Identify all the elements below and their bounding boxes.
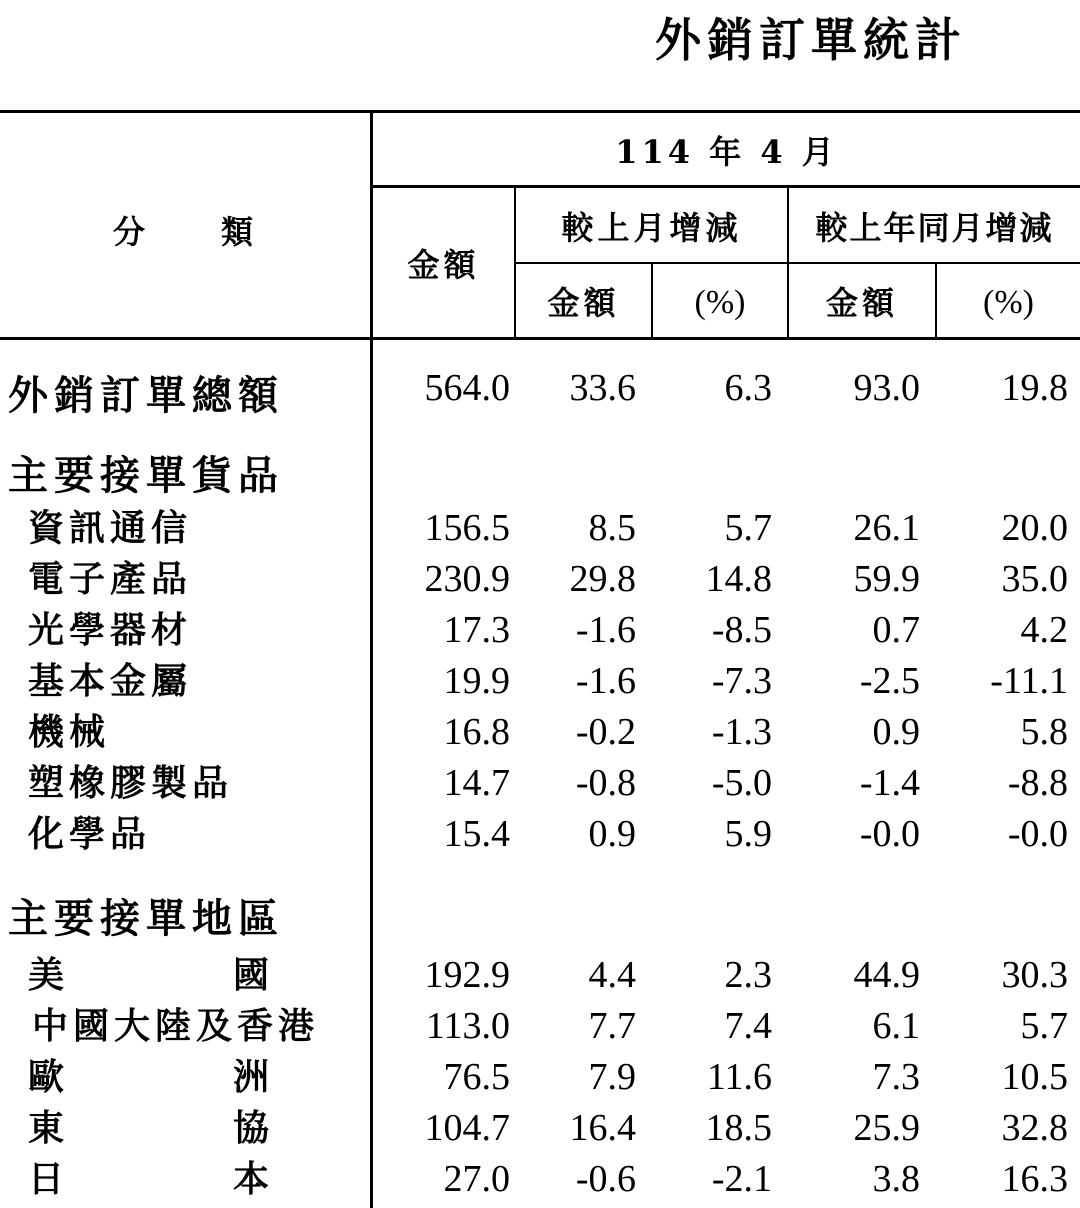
cell-yoy-pct: 5.7 xyxy=(1020,1005,1068,1047)
total-yoy-pct: 19.8 xyxy=(1001,367,1068,409)
cell-mom-amount: 8.5 xyxy=(588,507,636,549)
row-label: 基本金屬 xyxy=(28,660,193,702)
cell-yoy-amount: -2.5 xyxy=(859,660,920,702)
cell-yoy-pct: 16.3 xyxy=(1001,1158,1068,1200)
cell-mom-amount: -0.6 xyxy=(575,1158,636,1200)
cell-amount: 17.3 xyxy=(443,609,510,651)
cell-yoy-pct: 30.3 xyxy=(1001,954,1068,996)
change-rule xyxy=(515,262,1080,264)
cell-mom-pct: 18.5 xyxy=(705,1107,772,1149)
cell-mom-amount: 29.8 xyxy=(569,558,636,600)
table-row xyxy=(0,709,1080,755)
header-period: 114 年 4 月 xyxy=(615,133,838,171)
cell-yoy-amount: 0.7 xyxy=(872,609,920,651)
cell-yoy-pct: 5.8 xyxy=(1020,711,1068,753)
row-label-part: 美 xyxy=(28,954,70,996)
header-yoy-pct: (%) xyxy=(983,284,1034,321)
cell-mom-amount: 4.4 xyxy=(588,954,636,996)
header-yoy: 較上年同月增減 xyxy=(815,209,1054,247)
header-mom-pct: (%) xyxy=(694,284,746,321)
total-yoy-amount: 93.0 xyxy=(853,367,920,409)
cell-mom-amount: -0.2 xyxy=(575,711,636,753)
regions-heading: 主要接單地區 xyxy=(8,895,284,942)
cell-mom-pct: 2.3 xyxy=(724,954,772,996)
row-label: 電子產品 xyxy=(28,558,193,600)
total-mom-pct: 6.3 xyxy=(724,367,772,409)
table-row xyxy=(0,556,1080,602)
cell-yoy-amount: 3.8 xyxy=(872,1158,920,1200)
cell-mom-amount: -1.6 xyxy=(575,609,636,651)
cell-yoy-amount: -1.4 xyxy=(859,762,920,804)
period-rule xyxy=(372,185,1080,188)
regions-heading-row xyxy=(0,896,1080,942)
header-mom-amount: 金額 xyxy=(547,284,620,322)
cell-mom-pct: -7.3 xyxy=(711,660,772,702)
table-row xyxy=(0,1054,1080,1100)
table-row xyxy=(0,607,1080,653)
cell-amount: 156.5 xyxy=(424,507,510,549)
cell-yoy-pct: 32.8 xyxy=(1001,1107,1068,1149)
cell-mom-pct: -1.3 xyxy=(711,711,772,753)
table-row xyxy=(0,952,1080,998)
cell-yoy-amount: 25.9 xyxy=(853,1107,920,1149)
cell-mom-amount: 7.7 xyxy=(588,1005,636,1047)
row-label-part: 東 xyxy=(28,1107,70,1149)
cell-mom-amount: -0.8 xyxy=(575,762,636,804)
row-label: 中國大陸及香港 xyxy=(32,1005,320,1047)
cell-mom-pct: 11.6 xyxy=(706,1056,772,1098)
cell-yoy-pct: 10.5 xyxy=(1001,1056,1068,1098)
cell-mom-pct: -2.1 xyxy=(711,1158,772,1200)
cell-amount: 14.7 xyxy=(443,762,510,804)
table-row xyxy=(0,1003,1080,1049)
table-row xyxy=(0,505,1080,551)
cell-amount: 104.7 xyxy=(424,1107,510,1149)
cell-amount: 76.5 xyxy=(443,1056,510,1098)
cell-mom-pct: 7.4 xyxy=(724,1005,772,1047)
total-mom-amount: 33.6 xyxy=(569,367,636,409)
table-row xyxy=(0,760,1080,806)
row-label-part: 日 xyxy=(28,1158,70,1200)
total-label: 外銷訂單總額 xyxy=(8,372,284,419)
cell-yoy-amount: 59.9 xyxy=(853,558,920,600)
cell-yoy-pct: 35.0 xyxy=(1001,558,1068,600)
header-bottom-rule xyxy=(0,337,1080,340)
row-label: 光學器材 xyxy=(28,609,193,651)
cell-yoy-pct: -8.8 xyxy=(1007,762,1068,804)
total-row xyxy=(0,365,1080,419)
table-row xyxy=(0,811,1080,857)
cell-yoy-pct: -0.0 xyxy=(1007,813,1068,855)
cell-mom-amount: 0.9 xyxy=(588,813,636,855)
cell-amount: 19.9 xyxy=(443,660,510,702)
row-label-part: 歐 xyxy=(28,1056,70,1098)
row-label: 塑橡膠製品 xyxy=(28,762,234,804)
goods-heading: 主要接單貨品 xyxy=(8,452,284,499)
cell-mom-amount: -1.6 xyxy=(575,660,636,702)
cell-mom-pct: 5.7 xyxy=(724,507,772,549)
cell-amount: 113.0 xyxy=(425,1005,510,1047)
cell-yoy-amount: 7.3 xyxy=(872,1056,920,1098)
cell-amount: 192.9 xyxy=(424,954,510,996)
cell-yoy-amount: 6.1 xyxy=(872,1005,920,1047)
cell-amount: 230.9 xyxy=(424,558,510,600)
table-top-rule xyxy=(0,110,1080,113)
cell-amount: 16.8 xyxy=(443,711,510,753)
cell-yoy-pct: -11.1 xyxy=(990,660,1068,702)
row-label-part: 本 xyxy=(233,1158,275,1200)
table-row xyxy=(0,1105,1080,1151)
header-yoy-amount: 金額 xyxy=(825,284,898,322)
cell-mom-pct: 14.8 xyxy=(705,558,772,600)
header-category: 分 類 xyxy=(112,213,257,251)
cell-mom-amount: 16.4 xyxy=(569,1107,636,1149)
goods-heading-row xyxy=(0,453,1080,499)
row-label: 資訊通信 xyxy=(28,507,193,549)
row-label-part: 協 xyxy=(233,1107,275,1149)
row-label-part: 國 xyxy=(233,954,275,996)
cell-yoy-amount: 44.9 xyxy=(853,954,920,996)
table-row xyxy=(0,1156,1080,1202)
row-label: 機械 xyxy=(28,711,111,753)
page-title: 外銷訂單統計 xyxy=(655,13,967,67)
cell-yoy-amount: 26.1 xyxy=(853,507,920,549)
cell-mom-pct: -5.0 xyxy=(711,762,772,804)
header-mom: 較上月增減 xyxy=(561,209,742,247)
cell-mom-amount: 7.9 xyxy=(588,1056,636,1098)
cell-mom-pct: -8.5 xyxy=(711,609,772,651)
row-label-part: 洲 xyxy=(233,1056,275,1098)
row-label: 化學品 xyxy=(28,813,152,855)
header-amount: 金額 xyxy=(407,246,480,284)
cell-mom-pct: 5.9 xyxy=(724,813,772,855)
cell-yoy-pct: 4.2 xyxy=(1020,609,1068,651)
total-amount: 564.0 xyxy=(424,367,510,409)
cell-amount: 15.4 xyxy=(443,813,510,855)
table-row xyxy=(0,658,1080,704)
cell-yoy-amount: 0.9 xyxy=(872,711,920,753)
cell-yoy-pct: 20.0 xyxy=(1001,507,1068,549)
cell-amount: 27.0 xyxy=(443,1158,510,1200)
cell-yoy-amount: -0.0 xyxy=(859,813,920,855)
